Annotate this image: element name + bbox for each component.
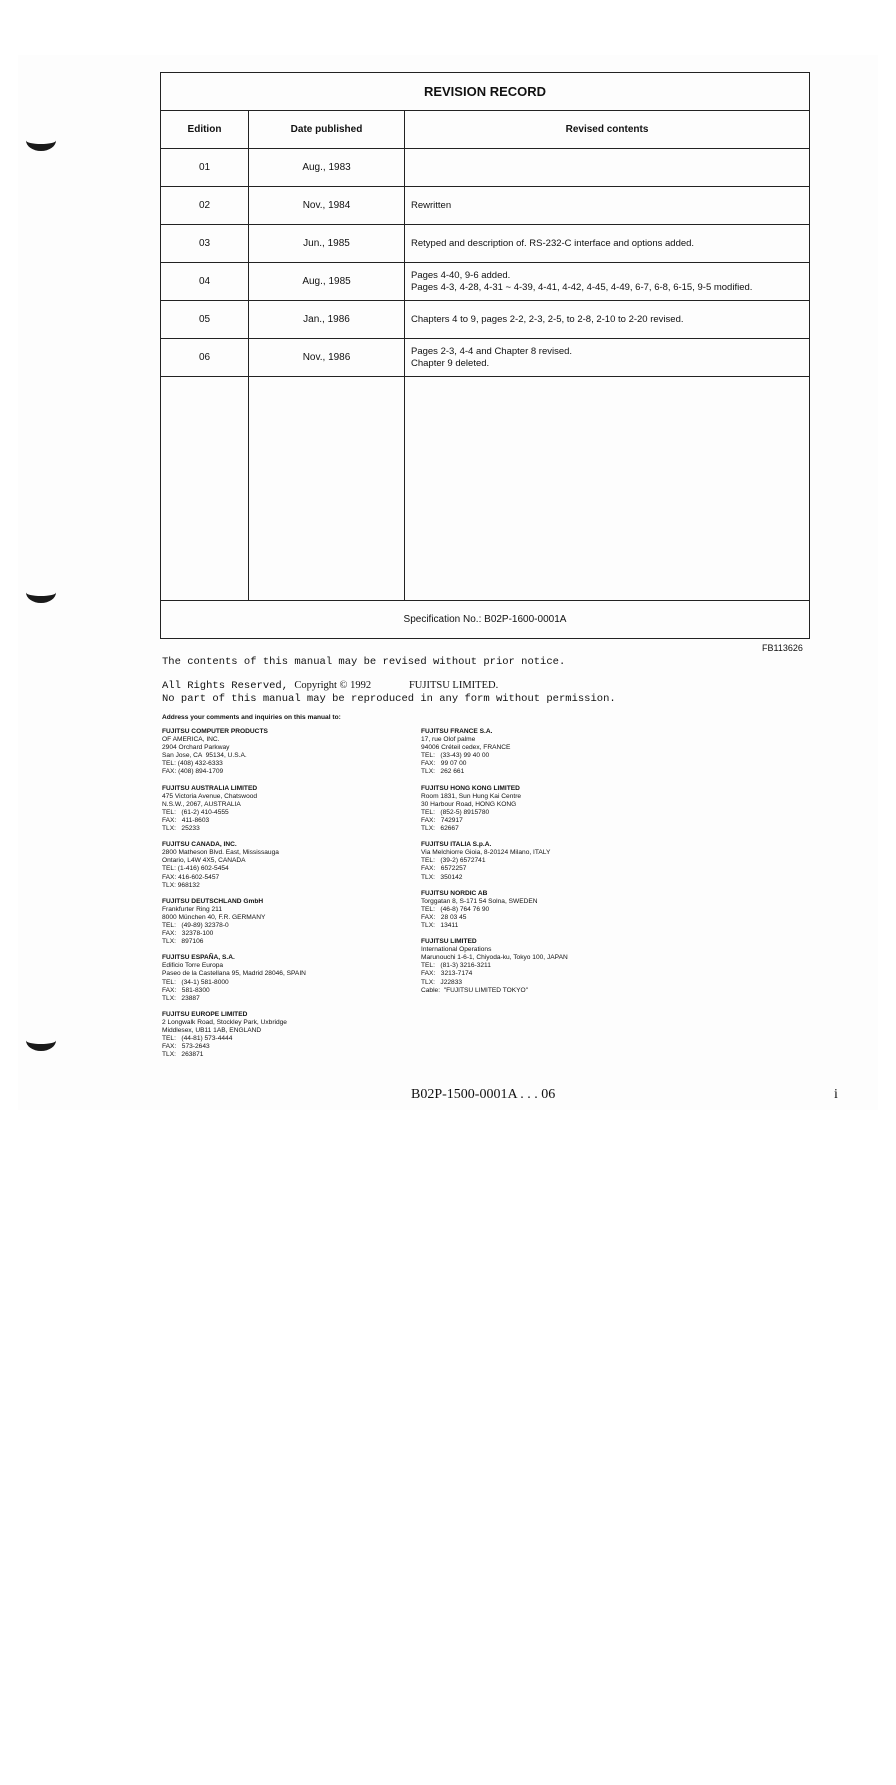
- punch-hole-mark: [26, 1030, 56, 1051]
- form-code: FB113626: [762, 643, 803, 653]
- contents-cell: Retyped and description of. RS-232-C interface and options added.: [405, 225, 810, 263]
- edition-cell: 01: [161, 149, 249, 187]
- office-block: FUJITSU CANADA, INC. 2800 Matheson Blvd. East, Mississauga Ontario, L4W 4X5, CANADA TEL: (1-416) 602-5454 FAX: 416-602-5457 TLX: 968132: [162, 841, 279, 889]
- office-block: FUJITSU AUSTRALIA LIMITED 475 Victoria Avenue, Chatswood N.S.W., 2067, AUSTRALIA TEL: (61-2) 410-4555 FAX: 411-8603 TLX: 25233: [162, 784, 258, 833]
- revision-row: [161, 187, 810, 225]
- address-label: Address your comments and inquiries on this manual to:: [162, 714, 341, 721]
- revision-row: [161, 225, 810, 263]
- date-cell: Jan., 1986: [249, 301, 405, 339]
- date-cell: Nov., 1984: [249, 187, 405, 225]
- revision-row: [161, 149, 810, 187]
- edition-cell: 04: [161, 263, 249, 301]
- revision-notice: The contents of this manual may be revised without prior notice.: [162, 656, 566, 668]
- offices-right-column: [421, 728, 671, 1003]
- edition-cell: 06: [161, 339, 249, 377]
- date-cell: Aug., 1983: [249, 149, 405, 187]
- date-cell: Aug., 1985: [249, 263, 405, 301]
- office-block: FUJITSU FRANCE S.A. 17, rue Olof palme 94006 Créteil cedex, FRANCE TEL: (33-43) 99 40 00 FAX: 99 07 00 TLX: 262 661: [421, 728, 511, 776]
- contents-cell: Pages 2-3, 4-4 and Chapter 8 revised. Chapter 9 deleted.: [405, 339, 810, 377]
- revision-header-row: [161, 111, 810, 149]
- offices-left-column: [162, 728, 412, 1067]
- header-edition: Edition: [161, 111, 249, 149]
- office-block: FUJITSU NORDIC AB Torggatan 8, S-171 54 Solna, SWEDEN TEL: (46-8) 764 76 90 FAX: 28 03 45 TLX: 13411: [421, 889, 538, 929]
- office-block: FUJITSU COMPUTER PRODUCTS OF AMERICA, INC. 2904 Orchard Parkway San Jose, CA 95134, U.S.A. TEL: (408) 432-6333 FAX: (408) 894-1709: [162, 728, 268, 776]
- punch-hole-mark: [26, 582, 56, 603]
- office-block: FUJITSU HONG KONG LIMITED Room 1831, Sun Hung Kai Centre 30 Harbour Road, HONG KONG TEL: (852-5) 8915780 FAX: 742917 TLX: 62667: [421, 784, 522, 833]
- revision-row: [161, 263, 810, 301]
- date-cell: Nov., 1986: [249, 339, 405, 377]
- edition-cell: 02: [161, 187, 249, 225]
- revision-record-title: REVISION RECORD: [161, 73, 810, 111]
- header-date-published: Date published: [249, 111, 405, 149]
- office-block: FUJITSU LIMITED International Operations Marunouchi 1-6-1, Chiyoda-ku, Tokyo 100, JAPAN TEL: (81-3) 3216-3211 FAX: 3213-7174 TLX: J22833 Cable: "FUJITSU LIMITED TOKYO": [421, 938, 568, 994]
- punch-hole-mark: [26, 130, 56, 151]
- contents-cell: Pages 4-40, 9-6 added. Pages 4-3, 4-28, 4-31 ~ 4-39, 4-41, 4-42, 4-45, 4-49, 6-7, 6-8, 6-15, 9-5 modified.: [405, 263, 810, 301]
- page-number: i: [834, 1087, 838, 1102]
- contents-cell: Rewritten: [405, 187, 810, 225]
- office-block: FUJITSU EUROPE LIMITED 2 Longwalk Road, Stockley Park, Uxbridge Middlesex, UB11 1AB, ENGLAND TEL: (44-81) 573-4444 FAX: 573-2643 TLX: 263871: [162, 1010, 287, 1059]
- document-number: B02P-1500-0001A . . . 06: [411, 1087, 556, 1102]
- revision-blank-row: [161, 377, 810, 601]
- revision-record-table: [160, 72, 810, 639]
- specification-number: Specification No.: B02P-1600-0001A: [161, 601, 810, 639]
- edition-cell: 03: [161, 225, 249, 263]
- header-revised-contents: Revised contents: [405, 111, 810, 149]
- reproduction-notice: No part of this manual may be reproduced in any form without permission.: [162, 693, 616, 705]
- revision-row: [161, 339, 810, 377]
- contents-cell: [405, 149, 810, 187]
- copyright-line: All Rights Reserved, Copyright © 1992 FUJITSU LIMITED.: [162, 680, 499, 692]
- revision-row: [161, 301, 810, 339]
- date-cell: Jun., 1985: [249, 225, 405, 263]
- office-block: FUJITSU DEUTSCHLAND GmbH Frankfurter Ring 211 8000 München 40, F.R. GERMANY TEL: (49-89) 32378-0 FAX: 32378-100 TLX: 897106: [162, 897, 266, 946]
- office-block: FUJITSU ITALIA S.p.A. Via Melchiorre Gioia, 8-20124 Milano, ITALY TEL: (39-2) 6572741 FAX: 6572257 TLX: 350142: [421, 841, 551, 881]
- edition-cell: 05: [161, 301, 249, 339]
- office-block: FUJITSU ESPAÑA, S.A. Edificio Torre Europa Paseo de la Castellana 95, Madrid 28046, SPAIN TEL: (34-1) 581-8000 FAX: 581-8300 TLX: 23887: [162, 954, 306, 1002]
- contents-cell: Chapters 4 to 9, pages 2-2, 2-3, 2-5, to 2-8, 2-10 to 2-20 revised.: [405, 301, 810, 339]
